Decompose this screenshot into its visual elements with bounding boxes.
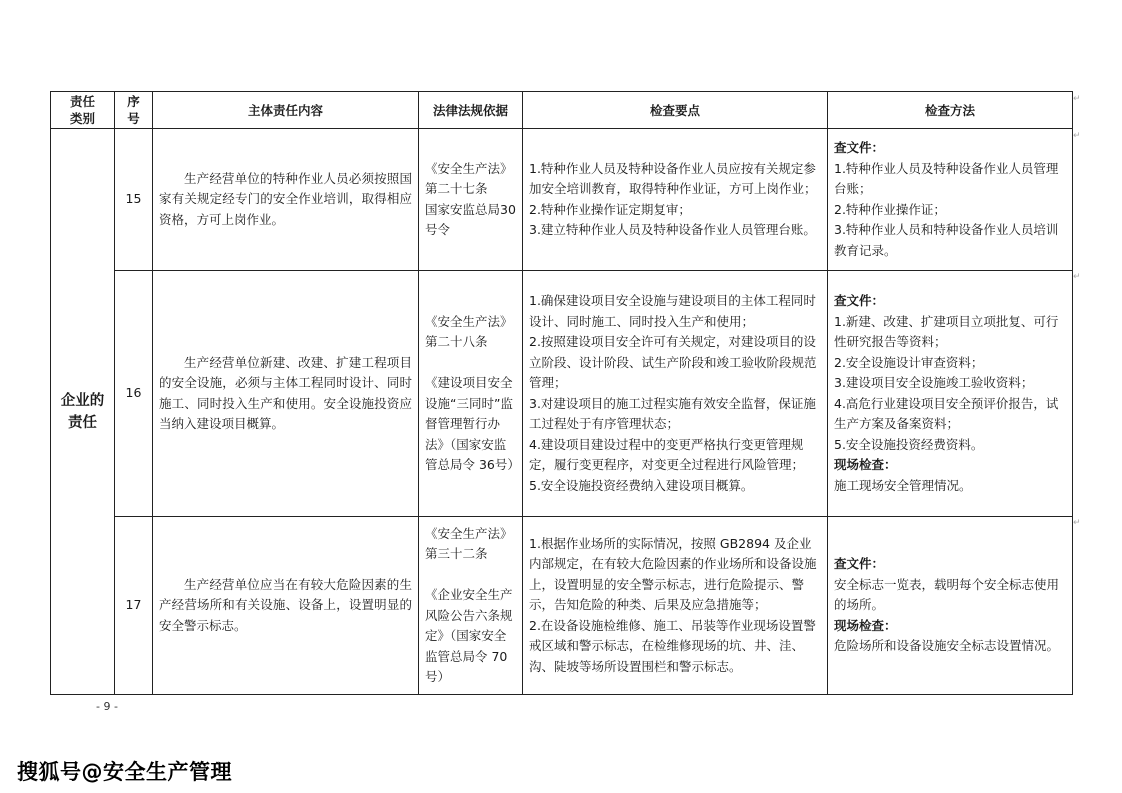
method-text: 安全标志一览表，载明每个安全标志使用的场所。: [834, 576, 1060, 613]
onsite-text: 危险场所和设备设施安全标志设置情况。: [834, 638, 1060, 654]
table-row: [51, 129, 1073, 271]
category-cell: 企业的 责任: [51, 129, 115, 695]
method-title: 查文件：: [834, 293, 885, 308]
points-cell: 1.确保建设项目安全设施与建设项目的主体工程同时设计、同时施工、同时投入生产和使用； 2.按照建设项目安全许可有关规定，对建设项目的设立阶段、设计阶段、试生产阶段和竣工验收阶段规范管理； 3.对建设项目的施工过程实施有效安全监督，保证施工过程处于有序管理状态； 4.建设项目建设过程中的变更严格执行变更管理规定，履行变更程序，对变更全过程进行风险管理； 5.安全设施投资经费纳入建设项目概算。: [523, 271, 828, 517]
method-text: 1.新建、改建、扩建项目立项批复、可行性研究报告等资料； 2.安全设施设计审查资料； 3.建设项目安全设施竣工验收资料； 4.高危行业建设项目安全预评价报告，试生产方案及备案资料； 5.安全设施投资经费资料。: [834, 313, 1059, 452]
points-cell: 1.特种作业人员及特种设备作业人员应按有关规定参加安全培训教育，取得特种作业证，方可上岗作业； 2.特种作业操作证定期复审； 3.建立特种作业人员及特种设备作业人员管理台账。: [523, 129, 828, 271]
law-cell: 《安全生产法》第二十八条 《建设项目安全设施“三同时”监督管理暂行办法》（国家安监管总局令 36号）: [419, 271, 523, 517]
method-title: 查文件：: [834, 140, 885, 155]
law-cell: 《安全生产法》第二十七条 国家安监总局30号令: [419, 129, 523, 271]
header-category: 责任 类别: [51, 92, 115, 129]
paragraph-mark-icon: ↵: [1073, 518, 1081, 528]
onsite-text: 施工现场安全管理情况。: [834, 477, 972, 493]
method-text: 1.特种作业人员及特种设备作业人员管理台账； 2.特种作业操作证； 3.特种作业人员和特种设备作业人员培训教育记录。: [834, 160, 1059, 258]
header-seq: 序 号: [115, 92, 153, 129]
table-row: [51, 517, 1073, 695]
law-cell: 《安全生产法》第三十二条 《企业安全生产风险公告六条规定》（国家安全监管总局令 70号）: [419, 517, 523, 695]
header-points: 检查要点: [523, 92, 828, 129]
paragraph-mark-icon: ↵: [1073, 131, 1081, 141]
seq-cell: 17: [115, 517, 153, 695]
header-row: [51, 92, 1073, 129]
table-row: [51, 271, 1073, 517]
page-number: - 9 -: [96, 700, 118, 713]
responsibility-table: [50, 91, 1073, 695]
content-cell: 生产经营单位新建、改建、扩建工程项目的安全设施，必须与主体工程同时设计、同时施工、同时投入生产和使用。安全设施投资应当纳入建设项目概算。: [153, 271, 419, 517]
content-cell: 生产经营单位的特种作业人员必须按照国家有关规定经专门的安全作业培训，取得相应资格，方可上岗作业。: [153, 129, 419, 271]
header-method: 检查方法: [828, 92, 1073, 129]
content-cell: 生产经营单位应当在有较大危险因素的生产经营场所和有关设施、设备上，设置明显的安全警示标志。: [153, 517, 419, 695]
header-content: 主体责任内容: [153, 92, 419, 129]
method-cell: [828, 129, 1073, 271]
header-law: 法律法规依据: [419, 92, 523, 129]
onsite-title: 现场检查：: [834, 617, 897, 633]
seq-cell: 15: [115, 129, 153, 271]
seq-cell: 16: [115, 271, 153, 517]
points-cell: 1.根据作业场所的实际情况，按照 GB2894 及企业内部规定，在有较大危险因素的作业场所和设备设施上，设置明显的安全警示标志，进行危险提示、警示，告知危险的种类、后果及应急措施等； 2.在设备设施检维修、施工、吊装等作业现场设置警戒区域和警示标志，在检维修现场的坑、井、洼、沟、陡坡等场所设置围栏和警示标志。: [523, 517, 828, 695]
method-title: 查文件：: [834, 556, 885, 572]
onsite-title: 现场检查：: [834, 457, 897, 472]
brand-watermark: 搜狐号@安全生产管理: [17, 760, 232, 784]
method-cell: [828, 271, 1073, 517]
method-cell: [828, 517, 1073, 695]
paragraph-mark-icon: ↵: [1073, 272, 1081, 282]
paragraph-mark-icon: ↵: [1073, 94, 1081, 104]
